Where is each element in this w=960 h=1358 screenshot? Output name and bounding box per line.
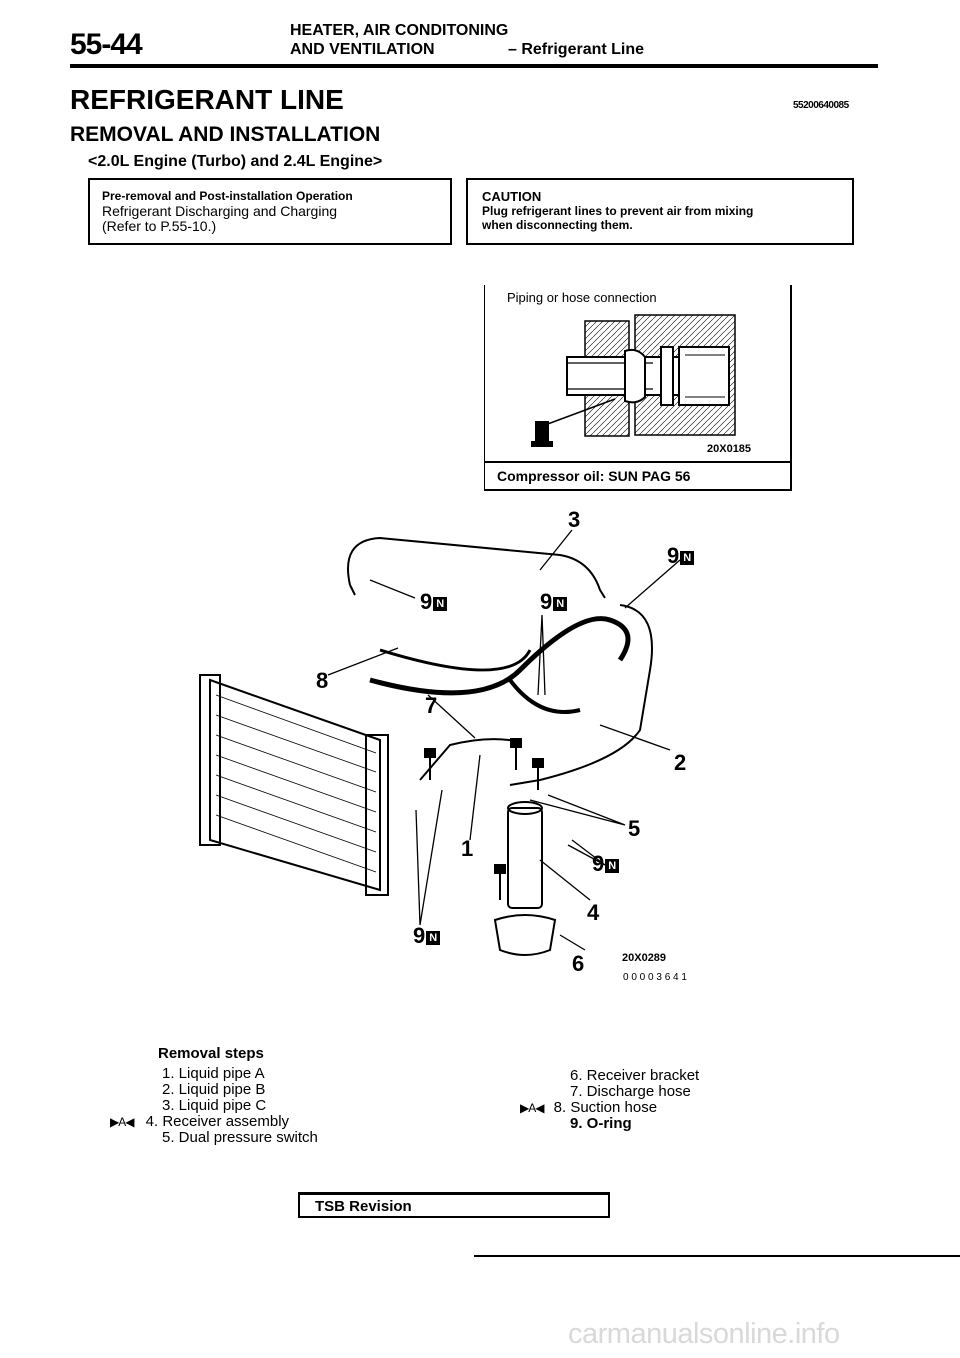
removal-steps-right (520, 1068, 820, 1132)
callout-2: 2 (674, 750, 687, 775)
inset-figure-code: 20X0185 (707, 443, 752, 455)
step-2: 2. Liquid pipe B (162, 1081, 266, 1098)
callout-8: 8 (316, 668, 329, 693)
callout-9-number: 9 (540, 589, 553, 614)
header-rule (70, 64, 878, 68)
pre-removal-box (88, 178, 452, 245)
pre-removal-line1: Refrigerant Discharging and Charging (102, 203, 338, 219)
callout-9-number: 9 (592, 851, 605, 876)
section-subtitle: REMOVAL AND INSTALLATION (70, 123, 381, 146)
page-number: 55-44 (70, 28, 142, 61)
tsb-revision-label: TSB Revision (315, 1198, 412, 1215)
callout-9-bottom (413, 925, 440, 947)
new-part-icon: N (553, 597, 567, 611)
step-9: 9. O-ring (570, 1115, 632, 1132)
step-3: 3. Liquid pipe C (162, 1097, 267, 1114)
refrigerant-line-diagram (180, 507, 740, 980)
step-8-row (520, 1100, 820, 1116)
callout-9-receiver (592, 853, 619, 875)
step-8: 8. Suction hose (553, 1099, 658, 1116)
step-6: 6. Receiver bracket (570, 1067, 700, 1084)
inset-divider (485, 461, 791, 463)
compressor-oil-note: Compressor oil: SUN PAG 56 (497, 468, 691, 484)
inset-title: Piping or hose connection (507, 290, 657, 305)
step-5: 5. Dual pressure switch (162, 1129, 318, 1146)
diagram-figure-code: 20X0289 (622, 952, 667, 964)
callout-9-top-right (667, 545, 694, 567)
callout-6: 6 (572, 951, 585, 976)
engine-note: <2.0L Engine (Turbo) and 2.4L Engine> (88, 153, 383, 170)
step-4-row (110, 1114, 410, 1130)
pre-removal-heading: Pre-removal and Post-installation Operation (102, 189, 353, 203)
removal-steps-left (110, 1066, 410, 1146)
tsb-revision-box (298, 1192, 610, 1218)
footer-rule (474, 1255, 960, 1257)
callout-9-left (420, 591, 447, 613)
removal-steps-heading: Removal steps (158, 1045, 264, 1062)
callout-9-number: 9 (413, 923, 426, 948)
pre-removal-line2: (Refer to P.55-10.) (102, 218, 217, 234)
new-part-icon: N (680, 551, 694, 565)
caution-box (466, 178, 854, 245)
callout-9-center (540, 591, 567, 613)
section-title: HEATER, AIR CONDITONING (290, 22, 509, 39)
service-point-marker: ▶A◀ (520, 1101, 544, 1115)
section-title-line2: AND VENTILATION (290, 41, 435, 58)
callout-9-number: 9 (667, 543, 680, 568)
step-1: 1. Liquid pipe A (162, 1065, 265, 1082)
step-7: 7. Discharge hose (570, 1083, 691, 1100)
topic-title: – Refrigerant Line (508, 41, 645, 58)
page-title: REFRIGERANT LINE (70, 84, 344, 115)
callout-7: 7 (425, 693, 438, 718)
document-code: 55200640085 (793, 100, 849, 111)
diagram-serial: 0 0 0 0 3 6 4 1 (623, 972, 687, 983)
callout-1: 1 (461, 836, 474, 861)
caution-line1: Plug refrigerant lines to prevent air from mixing (482, 204, 754, 218)
caution-line2: when disconnecting them. (482, 218, 633, 232)
step-4: 4. Receiver assembly (145, 1113, 290, 1130)
callout-9-number: 9 (420, 589, 433, 614)
watermark: carmanualsonline.info (568, 1318, 840, 1350)
hose-connection-illustration (485, 307, 791, 457)
callout-5: 5 (628, 816, 641, 841)
service-point-marker: ▶A◀ (110, 1115, 134, 1129)
new-part-icon: N (605, 859, 619, 873)
new-part-icon: N (433, 597, 447, 611)
callout-4: 4 (587, 900, 600, 925)
new-part-icon: N (426, 931, 440, 945)
callout-3: 3 (568, 507, 581, 532)
connection-inset (484, 285, 792, 491)
caution-heading: CAUTION (482, 189, 542, 204)
